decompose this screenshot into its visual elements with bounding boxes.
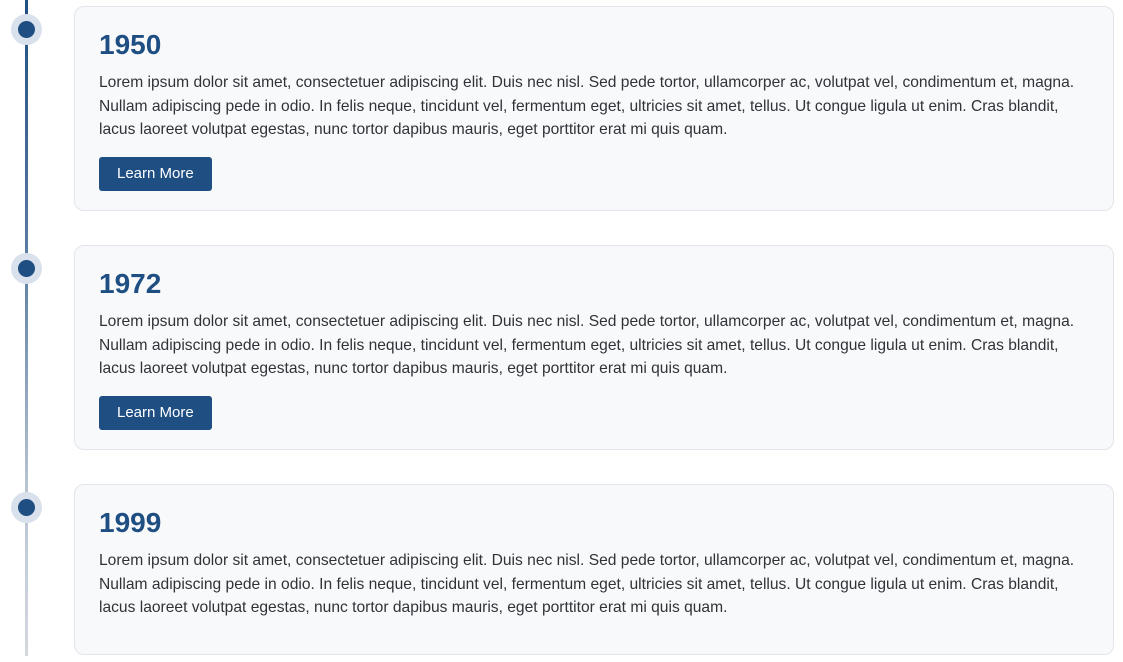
card-year: 1950: [99, 29, 162, 60]
timeline-card: [74, 6, 1114, 211]
card-year: 1972: [99, 268, 162, 299]
learn-more-button[interactable]: Learn More: [99, 396, 212, 430]
timeline-line: [25, 0, 28, 656]
timeline-card: [74, 245, 1114, 450]
card-description: Lorem ipsum dolor sit amet, consectetuer adipiscing elit. Duis nec nisl. Sed pede tortor, ullamcorper ac, volutpat vel, condimentum et, magna. Nullam adipiscing pede in odio. In felis neque, tincidunt vel, fermentum eget, ultricies sit amet, tellus. Ut congue ligula ut enim. Cras blandit, lacus laoreet volutpat egestas, nunc tortor dapibus mauris, eget porttitor erat mi quis quam.: [99, 552, 1075, 616]
timeline-dot-icon: [11, 14, 42, 45]
learn-more-button[interactable]: Learn More: [99, 157, 212, 191]
card-description: Lorem ipsum dolor sit amet, consectetuer adipiscing elit. Duis nec nisl. Sed pede tortor, ullamcorper ac, volutpat vel, condimentum et, magna. Nullam adipiscing pede in odio. In felis neque, tincidunt vel, fermentum eget, ultricies sit amet, tellus. Ut congue ligula ut enim. Cras blandit, lacus laoreet volutpat egestas, nunc tortor dapibus mauris, eget porttitor erat mi quis quam.: [99, 313, 1075, 377]
timeline-card: [74, 484, 1114, 655]
timeline-dot-icon: [11, 253, 42, 284]
card-description: Lorem ipsum dolor sit amet, consectetuer adipiscing elit. Duis nec nisl. Sed pede tortor, ullamcorper ac, volutpat vel, condimentum et, magna. Nullam adipiscing pede in odio. In felis neque, tincidunt vel, fermentum eget, ultricies sit amet, tellus. Ut congue ligula ut enim. Cras blandit, lacus laoreet volutpat egestas, nunc tortor dapibus mauris, eget porttitor erat mi quis quam.: [99, 74, 1075, 138]
timeline-dot-icon: [11, 492, 42, 523]
card-year: 1999: [99, 507, 162, 538]
